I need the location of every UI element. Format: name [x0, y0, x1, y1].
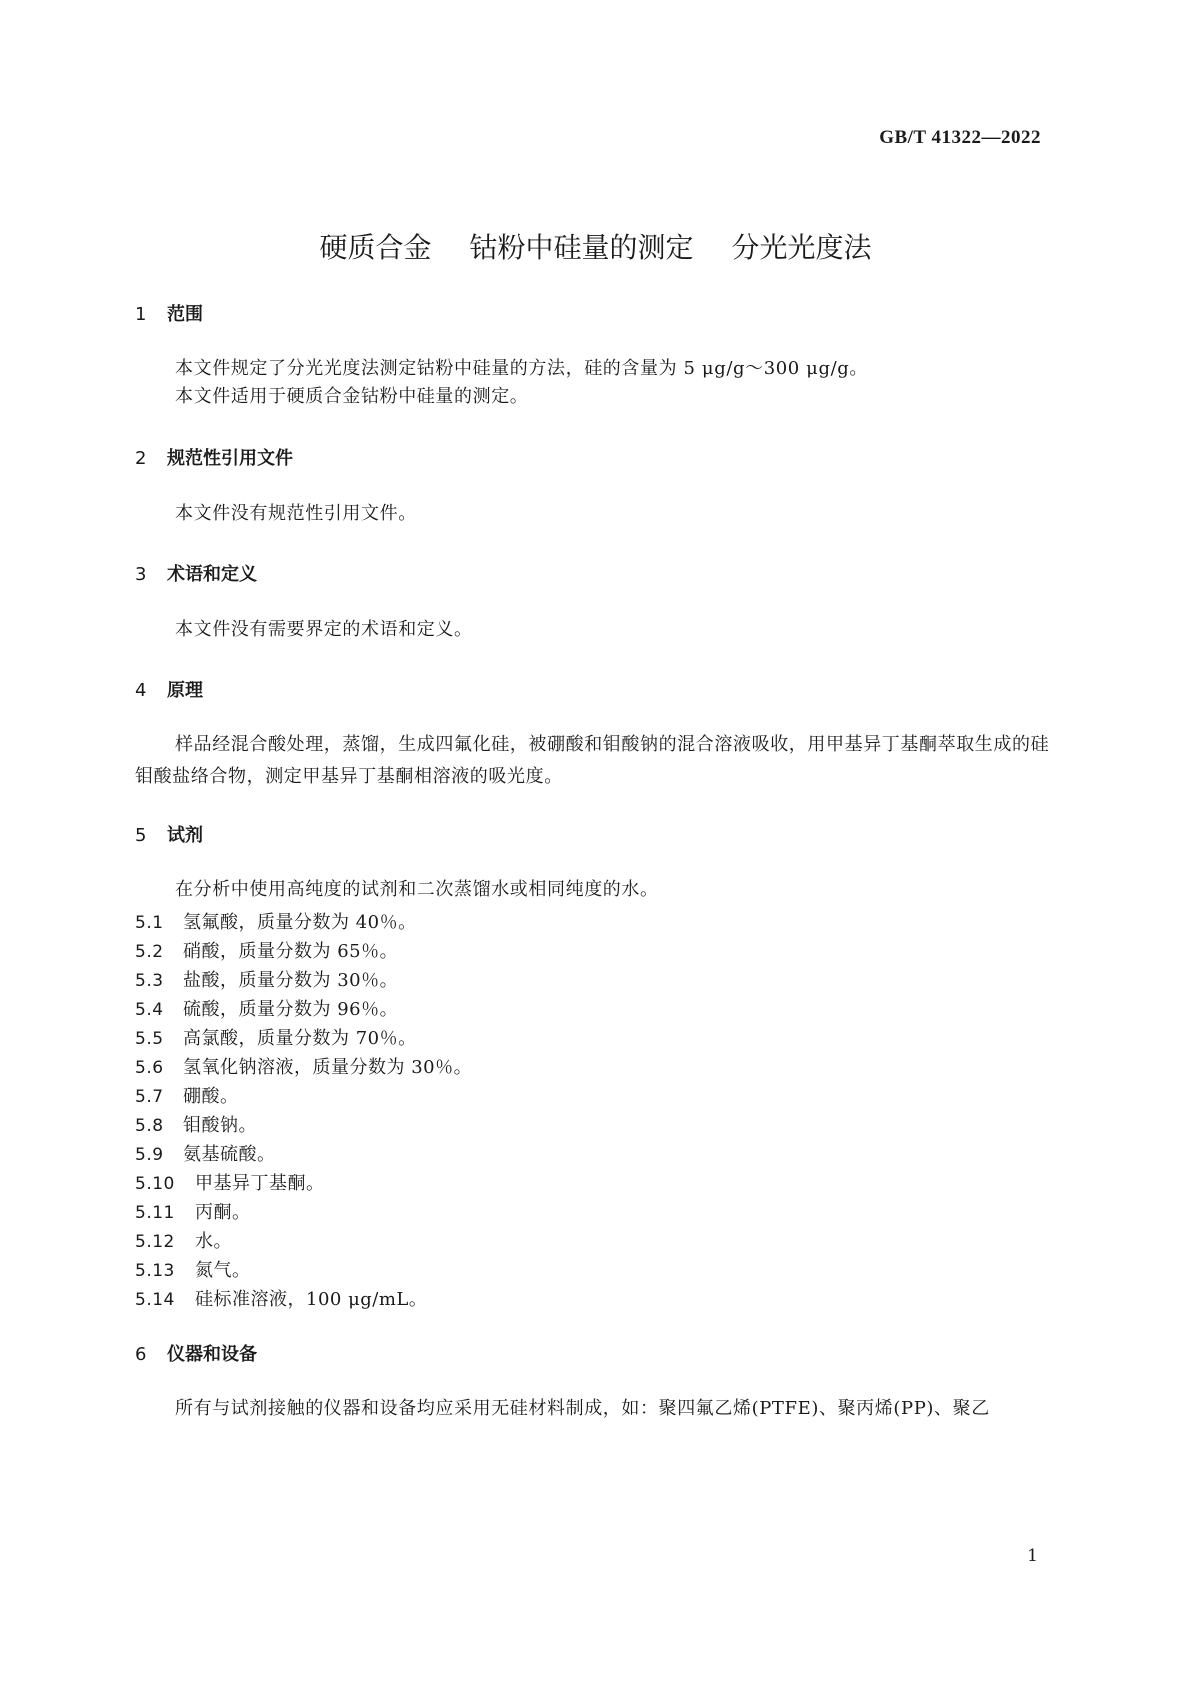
reagent-text: 水。	[195, 1231, 232, 1252]
section-title: 规范性引用文件	[167, 448, 293, 469]
reagent-number: 5.12	[135, 1232, 175, 1252]
reagent-text: 钼酸钠。	[183, 1115, 257, 1136]
section-2-para-1: 本文件没有规范性引用文件。	[175, 503, 417, 524]
reagent-text: 丙酮。	[195, 1202, 251, 1223]
reagent-item	[135, 1140, 276, 1166]
page-number: 1	[1027, 1546, 1038, 1566]
reagent-item	[135, 1198, 251, 1224]
section-title: 术语和定义	[167, 564, 257, 585]
section-title: 仪器和设备	[167, 1344, 257, 1365]
reagent-number: 5.8	[135, 1116, 164, 1136]
reagent-item	[135, 908, 417, 934]
reagent-item	[135, 995, 398, 1021]
reagent-item	[135, 1285, 427, 1311]
section-heading-6	[135, 1340, 257, 1366]
section-5-para-1: 在分析中使用高纯度的试剂和二次蒸馏水或相同纯度的水。	[175, 879, 659, 900]
reagent-text: 硫酸，质量分数为 96％。	[183, 999, 399, 1020]
reagent-text: 氢氧化钠溶液，质量分数为 30％。	[183, 1057, 473, 1078]
section-heading-1	[135, 300, 203, 326]
section-number: 3	[135, 564, 147, 585]
reagent-number: 5.14	[135, 1290, 175, 1310]
section-number: 1	[135, 304, 147, 325]
section-3-para-1: 本文件没有需要界定的术语和定义。	[175, 619, 473, 640]
section-4-para-1: 样品经混合酸处理，蒸馏，生成四氟化硅，被硼酸和钼酸钠的混合溶液吸收，用甲基异丁基酮萃取生成的硅钼酸盐络合物，测定甲基异丁基酮相溶液的吸光度。	[135, 734, 1050, 787]
reagent-item	[135, 1256, 251, 1282]
section-heading-5	[135, 821, 203, 847]
section-1-para-1: 本文件规定了分光光度法测定钴粉中硅量的方法，硅的含量为 5 μg/g～300 μg/g。	[175, 358, 868, 379]
reagent-number: 5.2	[135, 942, 164, 962]
reagent-item	[135, 966, 398, 992]
reagent-number: 5.4	[135, 1000, 164, 1020]
section-title: 原理	[167, 680, 203, 701]
reagent-text: 氢氟酸，质量分数为 40％。	[183, 912, 417, 933]
reagent-number: 5.13	[135, 1261, 175, 1281]
reagent-text: 氮气。	[195, 1260, 251, 1281]
section-1-para-2: 本文件适用于硬质合金钴粉中硅量的测定。	[175, 386, 529, 407]
reagent-number: 5.9	[135, 1145, 164, 1165]
section-6-para-1: 所有与试剂接触的仪器和设备均应采用无硅材料制成，如：聚四氟乙烯(PTFE)、聚丙烯(PP)、聚乙	[175, 1398, 990, 1419]
section-heading-3	[135, 560, 257, 586]
section-number: 4	[135, 680, 147, 701]
title-part-3: 分光光度法	[731, 231, 872, 264]
reagent-text: 硝酸，质量分数为 65％。	[183, 941, 399, 962]
document-title	[0, 226, 1191, 266]
reagent-number: 5.1	[135, 913, 164, 933]
reagent-text: 甲基异丁基酮。	[195, 1173, 325, 1194]
section-number: 2	[135, 448, 147, 469]
reagent-item	[135, 1111, 257, 1137]
reagent-text: 高氯酸，质量分数为 70％。	[183, 1028, 417, 1049]
reagent-number: 5.6	[135, 1058, 164, 1078]
section-number: 5	[135, 825, 147, 846]
standard-code: GB/T 41322—2022	[879, 127, 1041, 148]
section-number: 6	[135, 1344, 147, 1365]
reagent-number: 5.3	[135, 971, 164, 991]
reagent-text: 硅标准溶液，100 μg/mL。	[195, 1289, 428, 1310]
reagent-number: 5.7	[135, 1087, 164, 1107]
section-title: 范围	[167, 304, 203, 325]
reagent-item	[135, 937, 398, 963]
section-heading-2	[135, 444, 293, 470]
reagent-number: 5.5	[135, 1029, 164, 1049]
reagent-item	[135, 1082, 239, 1108]
reagent-number: 5.11	[135, 1203, 175, 1223]
reagent-text: 氨基硫酸。	[183, 1144, 276, 1165]
reagent-item	[135, 1227, 232, 1253]
reagent-text: 盐酸，质量分数为 30％。	[183, 970, 399, 991]
reagent-text: 硼酸。	[183, 1086, 239, 1107]
reagent-item	[135, 1053, 472, 1079]
reagent-item	[135, 1169, 325, 1195]
section-heading-4	[135, 676, 203, 702]
reagent-number: 5.10	[135, 1174, 175, 1194]
title-part-2: 钴粉中硅量的测定	[469, 231, 694, 264]
reagent-item	[135, 1024, 417, 1050]
section-title: 试剂	[167, 825, 203, 846]
title-part-1: 硬质合金	[319, 231, 432, 264]
